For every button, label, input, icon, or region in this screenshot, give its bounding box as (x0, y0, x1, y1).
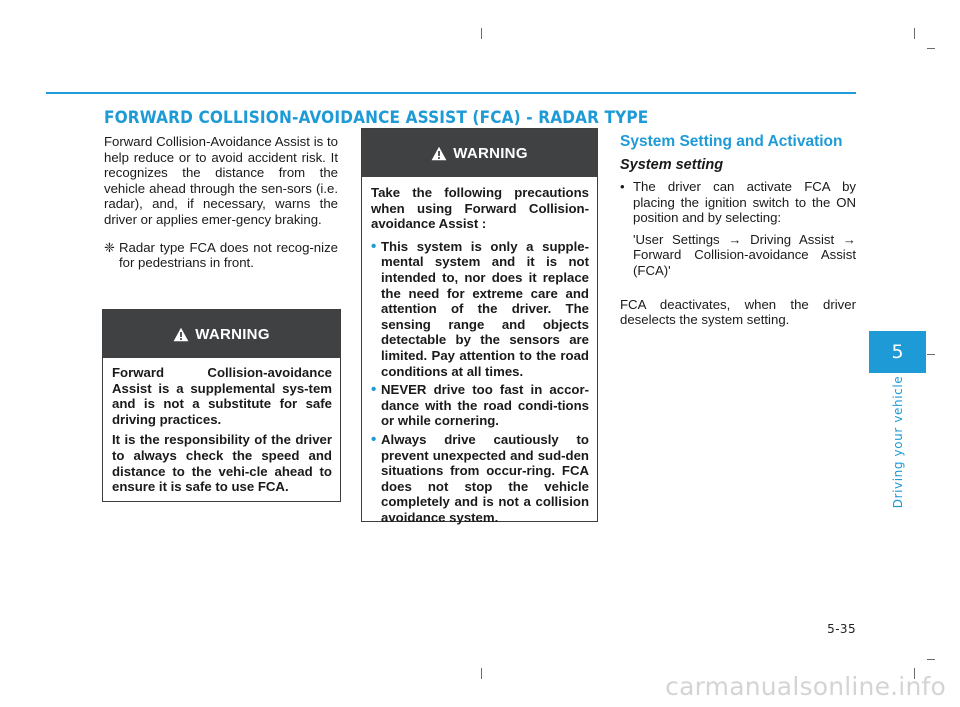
chapter-label: Driving your vehicle (891, 375, 905, 509)
crop-mark-right-bottom (927, 659, 935, 660)
bullet-text: NEVER drive too fast in accor-dance with the road condi-tions or while cornering. (381, 382, 589, 429)
deactivation-paragraph: FCA deactivates, when the driver deselects the system setting. (620, 296, 856, 328)
page-number: 5-35 (827, 622, 856, 636)
section-title: FORWARD COLLISION-AVOIDANCE ASSIST (FCA) - RADAR TYPE (104, 108, 649, 127)
list-item (371, 382, 589, 429)
system-subheading: System setting (620, 157, 724, 173)
crop-mark-right-top (927, 48, 935, 49)
bullet-text: Always drive cautiously to prevent unexpected and sud-den situations from occur-ring. FCA does not stop the vehicle completely and is not a collision avoidance system. (381, 431, 589, 525)
system-bullet (620, 179, 856, 226)
warning-body (103, 358, 340, 495)
crop-mark-top-center (481, 28, 482, 39)
radar-note (104, 240, 338, 271)
list-item (371, 432, 589, 526)
warning-header (362, 129, 597, 177)
system-heading: System Setting and Activation (620, 133, 843, 150)
crop-mark-right-middle (927, 354, 935, 355)
warning-intro: Take the following precautions when using Forward Collision-avoidance Assist : (371, 185, 589, 232)
warning-body (362, 177, 597, 525)
crop-mark-bottom-center (481, 668, 482, 679)
intro-column (104, 134, 338, 271)
warning-bullet-list (371, 239, 589, 526)
menu-path: 'User Settings → Driving Assist → Forward Collision-avoidance Assist (FCA)' (633, 231, 856, 278)
bullet-text: The driver can activate FCA by placing the ignition switch to the ON position and by selecting: (633, 179, 856, 226)
bullet-dot-icon: • (371, 430, 377, 448)
list-item (371, 239, 589, 379)
warning-triangle-icon (431, 146, 447, 161)
bullet-dot-icon: • (371, 237, 377, 255)
warning-box-precautions (361, 128, 598, 525)
note-mark-icon: ❈ (104, 239, 116, 255)
warning-header (103, 310, 340, 358)
warning-paragraph: Forward Collision-avoidance Assist is a supplemental sys-tem and is not a substitute for safe driving practices. (112, 365, 332, 427)
watermark: carmanualsonline.info (665, 672, 946, 701)
system-column (620, 132, 856, 328)
warning-paragraph: It is the responsibility of the driver to always check the speed and distance to the vehi-cle ahead to ensure it is safe to use FCA. (112, 432, 332, 495)
warning-box-supplemental (102, 309, 341, 502)
warning-triangle-icon (173, 327, 189, 342)
note-text: Radar type FCA does not recog-nize for pedestrians in front. (119, 239, 338, 271)
warning-heading: WARNING (453, 144, 528, 162)
title-rule (46, 92, 856, 94)
chapter-tab: 5 (869, 331, 926, 373)
warning-heading: WARNING (195, 325, 270, 343)
intro-paragraph: Forward Collision-Avoidance Assist is to help reduce or to avoid accident risk. It recognizes the distance from the vehicle ahead through the sen-sors (i.e. radar), and, if necessary, warns the driver or applies emer-gency braking. (104, 134, 338, 227)
bullet-dot-icon: • (371, 381, 377, 399)
crop-mark-top-right (914, 28, 915, 39)
bullet-dot-icon: • (620, 179, 625, 194)
bullet-text: This system is only a supple-mental system and it is not intended to, nor does it replace the need for extreme care and attention of the driver. The sensing range and objects detectable by the sensors are limited. Pay attention to the road conditions at all times. (381, 238, 589, 379)
